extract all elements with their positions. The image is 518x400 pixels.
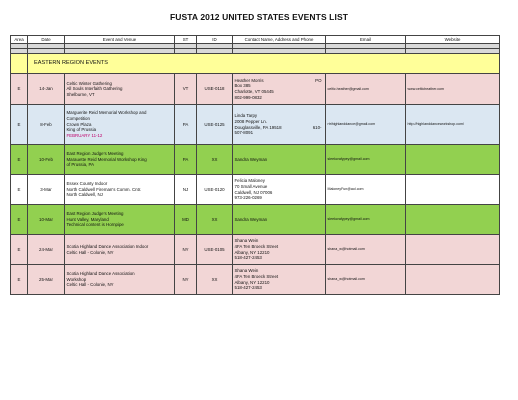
contact-line: Charlotte, VT 05445 — [234, 89, 274, 94]
area-cell: E — [11, 105, 28, 145]
email-cell[interactable]: sleekcrafypey@gmail.com — [326, 145, 406, 175]
contact-lines — [235, 113, 282, 136]
contact-line: Shana Wein — [234, 238, 259, 244]
date-cell: 14-Jan — [28, 74, 65, 105]
region-heading: EASTERN REGION EVENTS — [28, 54, 500, 74]
event-line: East Region Judge's Meeting — [66, 211, 124, 217]
contact-lines — [235, 268, 279, 291]
state-cell: PA — [175, 105, 197, 145]
id-cell: XX — [197, 265, 233, 295]
date-cell: 24-Mar — [28, 235, 65, 265]
state-cell: VT — [175, 74, 197, 105]
event-cell — [65, 145, 175, 175]
contact-line: Caldwell, NJ 07006 — [234, 189, 273, 195]
website-cell — [406, 265, 500, 295]
id-cell: USE-0118 — [197, 74, 233, 105]
event-line: Hunt Valley, Maryland — [66, 216, 109, 222]
event-line: North Caldwell, NJ — [66, 192, 103, 198]
contact-lines — [235, 178, 273, 201]
area-cell: E — [11, 205, 28, 235]
table-row — [11, 235, 500, 265]
event-line: Marauette Reid Memorial Workshop King — [66, 156, 147, 162]
region-row — [11, 54, 500, 74]
contact-lines — [235, 238, 279, 261]
state-cell: NY — [175, 265, 197, 295]
state-cell: NJ — [175, 175, 197, 205]
event-cell — [65, 105, 175, 145]
website-cell[interactable]: www.celticheather.com — [406, 74, 500, 105]
table-row — [11, 74, 500, 105]
table-row — [11, 265, 500, 295]
contact-wrap — [235, 157, 324, 163]
date-cell: 25-Mar — [28, 265, 65, 295]
contact-cell — [233, 145, 326, 175]
contact-line: Albany, NY 12210 — [234, 279, 270, 285]
event-line: Essex County Indoor — [66, 181, 108, 187]
header-st: ST — [175, 36, 197, 44]
header-row — [11, 36, 500, 44]
area-cell: E — [11, 145, 28, 175]
contact-line: Heather Morris — [234, 77, 264, 83]
id-cell: XX — [197, 145, 233, 175]
event-line: Crown Plaza — [66, 121, 92, 127]
area-cell: E — [11, 175, 28, 205]
header-email: Email — [326, 36, 406, 44]
contact-extra: PO — [315, 77, 322, 83]
contact-line: 802-999-0832 — [234, 94, 262, 100]
event-line: Marguerite Reid Memorial Workshop and — [66, 110, 147, 116]
contact-wrap — [235, 268, 324, 291]
email-cell[interactable]: rtrihighlanddance@gmail.com — [326, 105, 406, 145]
event-line: All Souls Interfaith Gathering — [66, 86, 123, 92]
header-id: ID — [197, 36, 233, 44]
contact-cell — [233, 205, 326, 235]
contact-lines — [235, 157, 268, 163]
table-row — [11, 175, 500, 205]
contact-line: 2008 Pepper Ln. — [234, 118, 267, 124]
contact-cell — [233, 74, 326, 105]
event-line: Workshop — [66, 276, 87, 282]
email-cell[interactable]: sleekcrafypey@gmail.com — [326, 205, 406, 235]
events-table — [10, 35, 500, 295]
event-line: Celtic Hall - Colonie, NY — [66, 249, 114, 255]
event-cell — [65, 235, 175, 265]
email-cell[interactable]: MaloneyFun@aol.com — [326, 175, 406, 205]
contact-wrap — [235, 178, 324, 201]
event-cell — [65, 205, 175, 235]
state-cell: NY — [175, 235, 197, 265]
contact-lines — [235, 78, 274, 101]
contact-line: 4FA Ten Broeck Street — [234, 243, 279, 249]
header-website: Website — [406, 36, 500, 44]
contact-line: 518-427-2453 — [234, 255, 262, 261]
event-cell — [65, 175, 175, 205]
event-cell — [65, 265, 175, 295]
contact-extra: 610- — [312, 125, 322, 131]
event-line: Competition — [66, 116, 90, 122]
event-line: North Caldwell Fireman's Comm. Cntr. — [66, 186, 142, 192]
page-title: FUSTA 2012 UNITED STATES EVENTS LIST — [169, 12, 349, 22]
id-cell: USE-0120 — [197, 175, 233, 205]
website-cell — [406, 235, 500, 265]
event-line: Celtic Winter Gathering — [66, 80, 112, 86]
email-cell[interactable]: shana_w@hotmail.com — [326, 265, 406, 295]
id-cell: USE-0105 — [197, 235, 233, 265]
header-area: Area — [11, 36, 28, 44]
contact-cell — [233, 265, 326, 295]
contact-line: Felicia Maloney — [234, 178, 266, 184]
event-line: East Region Judge's Meeting — [66, 151, 124, 157]
id-cell: USE-0125 — [197, 105, 233, 145]
contact-line: 507-8091 — [234, 130, 254, 136]
event-line: Shelburne, VT — [66, 91, 95, 97]
area-cell: E — [11, 235, 28, 265]
website-cell — [406, 175, 500, 205]
contact-cell — [233, 105, 326, 145]
event-line: Scotia Highland Dance Association Indoor — [66, 243, 149, 249]
area-cell: E — [11, 265, 28, 295]
contact-line: 518-427-2453 — [234, 285, 262, 291]
header-contact: Contact Name, Address and Phone — [233, 36, 326, 44]
contact-line: Box 385 — [234, 83, 251, 89]
table-row — [11, 205, 500, 235]
email-cell[interactable]: shana_w@hotmail.com — [326, 235, 406, 265]
header-date: Date — [28, 36, 65, 44]
date-cell: 10-Feb — [28, 145, 65, 175]
contact-line: 973-226-0269 — [234, 195, 262, 201]
table-row — [11, 105, 500, 145]
contact-wrap — [235, 78, 324, 101]
area-cell: E — [11, 74, 28, 105]
contact-wrap — [235, 238, 324, 261]
event-line: Technical content is Hornpipe — [66, 222, 124, 228]
contact-line: Albany, NY 12210 — [234, 249, 270, 255]
contact-line: 4FA Ten Broeck Street — [234, 273, 279, 279]
contact-line: Douglassville, PA 19518 — [234, 124, 282, 130]
contact-cell — [233, 235, 326, 265]
contact-wrap — [235, 217, 324, 223]
state-cell: PA — [175, 145, 197, 175]
event-cell — [65, 74, 175, 105]
email-cell[interactable]: celtic.heather@gmail.com — [326, 74, 406, 105]
website-cell[interactable]: http://highlanddanceworkshop.com/ — [406, 105, 500, 145]
event-line: of Prussia, PA — [66, 162, 94, 168]
contact-line: Sandra Weyman — [234, 156, 268, 162]
event-highlight: FEBRUARY 11-12 — [66, 132, 103, 138]
contact-lines — [235, 217, 268, 223]
contact-wrap — [235, 113, 324, 136]
contact-line: 70 Small Avenue — [234, 183, 268, 189]
event-line: Scotia Highland Dance Association — [66, 271, 135, 277]
website-cell — [406, 205, 500, 235]
event-line: Celtic Hall - Colonie, NY — [66, 282, 114, 288]
date-cell: 8-Feb — [28, 105, 65, 145]
contact-line: Sandra Weyman — [234, 216, 268, 222]
date-cell: 10-Mar — [28, 205, 65, 235]
contact-line: Linda Tarpy — [234, 113, 258, 119]
date-cell: 3-Mar — [28, 175, 65, 205]
contact-cell — [233, 175, 326, 205]
state-cell: MD — [175, 205, 197, 235]
event-line: King of Prussia — [66, 127, 97, 133]
contact-line: Shana Wein — [234, 268, 259, 274]
header-event: Event and Venue — [65, 36, 175, 44]
website-cell — [406, 145, 500, 175]
table-row — [11, 145, 500, 175]
id-cell: XX — [197, 205, 233, 235]
